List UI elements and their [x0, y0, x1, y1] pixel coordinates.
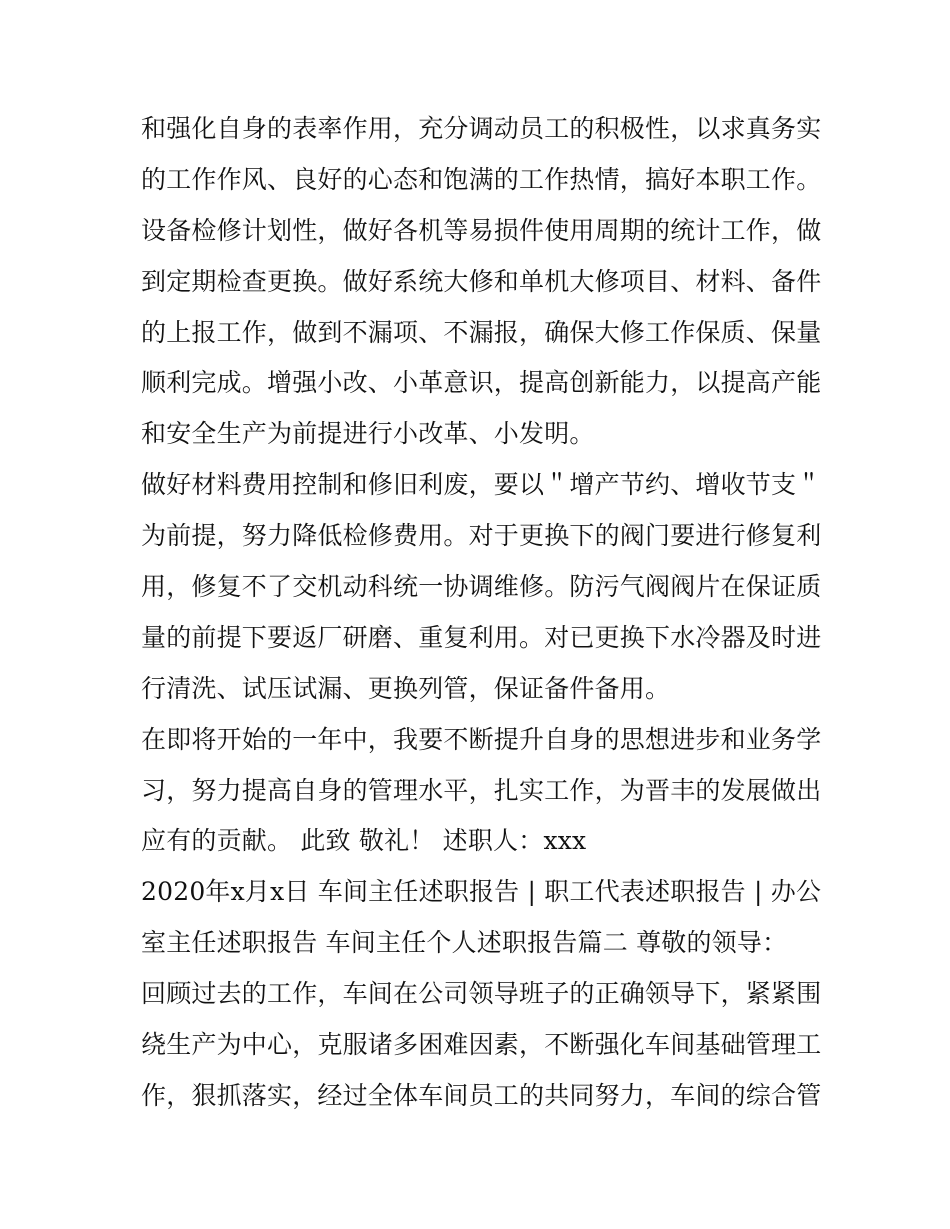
text-line: 在即将开始的一年中，我要不断提升自身的思想进步和业务学: [141, 724, 822, 754]
text-line: 用，修复不了交机动科统一协调维修。防污气阀阀片在保证质: [141, 572, 822, 602]
text-line: 回顾过去的工作，车间在公司领导班子的正确领导下，紧紧围: [141, 979, 822, 1009]
text-line: 和强化自身的表率作用，充分调动员工的积极性，以求真务实: [141, 114, 822, 143]
text-line: 行清洗、试压试漏、更换列管，保证备件备用。: [141, 673, 671, 703]
text-line: 为前提，努力降低检修费用。对于更换下的阀门要进行修复利: [141, 521, 822, 551]
text-line: 的上报工作，做到不漏项、不漏报，确保大修工作保质、保量: [141, 317, 822, 347]
text-line: 作，狠抓落实，经过全体车间员工的共同努力，车间的综合管: [141, 1080, 822, 1110]
text-line: 习，努力提高自身的管理水平，扎实工作，为晋丰的发展做出: [141, 775, 822, 805]
document-page: [141, 104, 821, 1122]
text-line: 到定期检查更换。做好系统大修和单机大修项目、材料、备件: [141, 266, 822, 296]
text-line: 顺利完成。增强小改、小革意识，提高创新能力，以提高产能: [141, 368, 822, 398]
text-line: 量的前提下要返厂研磨、重复利用。对已更换下水冷器及时进: [141, 622, 822, 652]
text-line: 2020年x月x日 车间主任述职报告 | 职工代表述职报告 | 办公: [141, 877, 822, 907]
text-line: 的工作作风、良好的心态和饱满的工作热情，搞好本职工作。: [141, 164, 822, 194]
text-line: 绕生产为中心，克服诸多困难因素，不断强化车间基础管理工: [141, 1030, 822, 1060]
text-line: 室主任述职报告 车间主任个人述职报告篇二 尊敬的领导：: [141, 928, 788, 958]
text-line: 做好材料费用控制和修旧利废，要以＂增产节约、增收节支＂: [141, 470, 822, 500]
text-line: 应有的贡献。 此致 敬礼！ 述职人：xxx: [141, 826, 587, 856]
text-line: 和安全生产为前提进行小改革、小发明。: [141, 419, 595, 449]
text-line: 设备检修计划性，做好各机等易损件使用周期的统计工作，做: [141, 215, 822, 245]
